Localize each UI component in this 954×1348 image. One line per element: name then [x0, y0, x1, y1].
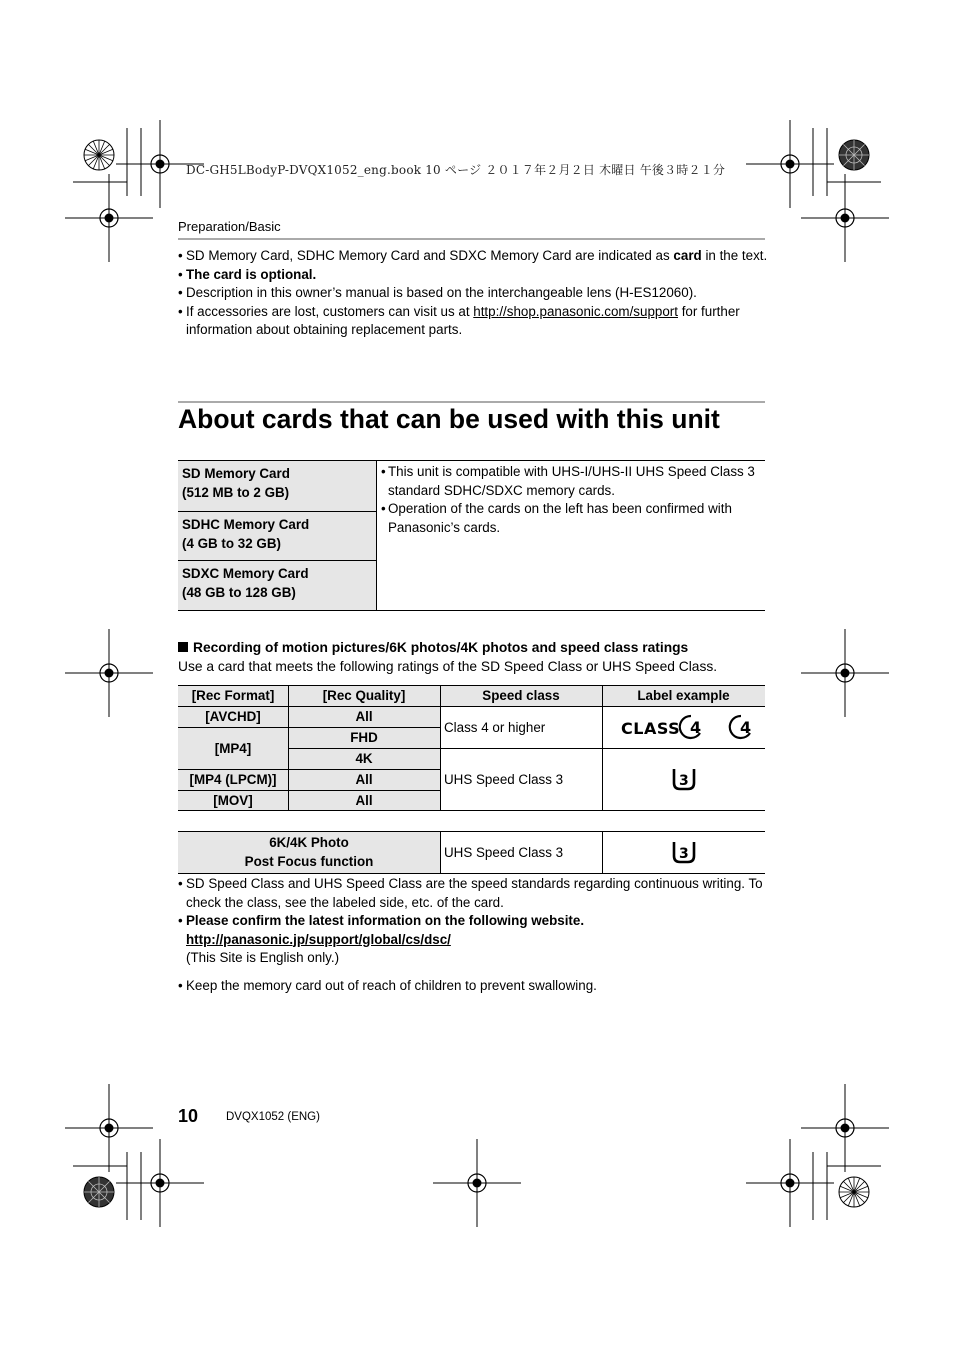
uhs-class3-logo	[670, 766, 698, 792]
list-item: • Operation of the cards on the left has been confirmed with Panasonic’s cards.	[377, 500, 765, 537]
table-cell: [AVCHD]	[178, 706, 288, 727]
svg-text:4: 4	[739, 718, 751, 737]
table-cell: 6K/4K Photo Post Focus function	[178, 831, 440, 873]
list-item: • SD Memory Card, SDHC Memory Card and SDXC Memory Card are indicated as card in the text.	[178, 247, 768, 266]
square-bullet-icon	[178, 642, 188, 652]
header-rec-quality: [Rec Quality]	[288, 685, 440, 706]
table-cell: [MOV]	[178, 790, 288, 810]
table-cell: All	[288, 790, 440, 810]
notes-list	[178, 875, 768, 995]
table-cell: [MP4 (LPCM)]	[178, 769, 288, 790]
document-code: DVQX1052 (ENG)	[226, 1111, 320, 1123]
card-types-table	[178, 460, 765, 611]
sd-class4-logo	[609, 712, 759, 742]
table-cell: All	[288, 769, 440, 790]
print-slug-line: DC-GH5LBodyP-DVQX1052_eng.book 10 ページ ２０１７年２月２日 木曜日 午後３時２１分	[186, 163, 726, 177]
table-cell	[602, 748, 765, 810]
table-cell: UHS Speed Class 3	[444, 771, 564, 787]
list-item: (This Site is English only.)	[186, 950, 340, 965]
card-type-cell: SD Memory Card (512 MB to 2 GB)	[178, 461, 376, 511]
svg-text:3: 3	[678, 846, 689, 862]
header-rec-format: [Rec Format]	[178, 685, 288, 706]
card-type-cell: SDXC Memory Card (48 GB to 128 GB)	[178, 560, 376, 610]
page-title: About cards that can be used with this unit	[178, 404, 720, 434]
recording-description: Use a card that meets the following ratings of the SD Speed Class or UHS Speed Class.	[178, 659, 718, 674]
card-type-cell: SDHC Memory Card (4 GB to 32 GB)	[178, 511, 376, 560]
table-cell: UHS Speed Class 3	[444, 844, 564, 860]
table-cell: [MP4]	[178, 727, 288, 769]
support-website-link[interactable]: http://panasonic.jp/support/global/cs/dsc/	[186, 931, 451, 947]
support-link[interactable]: http://shop.panasonic.com/support	[473, 303, 678, 319]
list-item: • This unit is compatible with UHS-I/UHS-II UHS Speed Class 3 standard SDHC/SDXC memory cards.	[377, 463, 765, 500]
table-cell: 4K	[288, 748, 440, 769]
list-item: • If accessories are lost, customers can visit us at http://shop.panasonic.com/support for further information about obtaining replacement parts.	[178, 303, 768, 340]
table-cell: Class 4 or higher	[444, 719, 546, 735]
list-item	[178, 931, 768, 950]
list-item: • SD Speed Class and UHS Speed Class are the speed standards regarding continuous writing. To check the class, see the labeled side, etc. of the card.	[178, 875, 768, 912]
card-types-column	[178, 461, 377, 610]
intro-list	[178, 247, 768, 340]
svg-text:3: 3	[678, 773, 689, 789]
svg-text:4: 4	[689, 718, 701, 737]
svg-text:CLASS: CLASS	[620, 719, 680, 738]
page-number: 10	[178, 1106, 199, 1126]
card-notes	[377, 463, 765, 537]
table-cell: All	[288, 706, 440, 727]
table-cell	[602, 706, 765, 748]
section-divider	[178, 401, 765, 403]
list-item: • Please confirm the latest information on the following website.	[178, 912, 768, 931]
uhs-class3-logo	[670, 839, 698, 865]
recording-heading: Recording of motion pictures/6K photos/4K photos and speed class ratings	[178, 640, 688, 655]
table-cell	[602, 831, 765, 873]
list-item: • Description in this owner’s manual is based on the interchangeable lens (H-ES12060).	[178, 284, 768, 303]
table-cell: FHD	[288, 727, 440, 748]
header-divider	[178, 238, 765, 240]
header-label-example: Label example	[602, 685, 765, 706]
list-item: • The card is optional.	[178, 266, 768, 285]
section-label: Preparation/Basic	[178, 219, 281, 234]
header-speed-class: Speed class	[440, 685, 602, 706]
list-item: • Keep the memory card out of reach of children to prevent swallowing.	[178, 977, 768, 996]
